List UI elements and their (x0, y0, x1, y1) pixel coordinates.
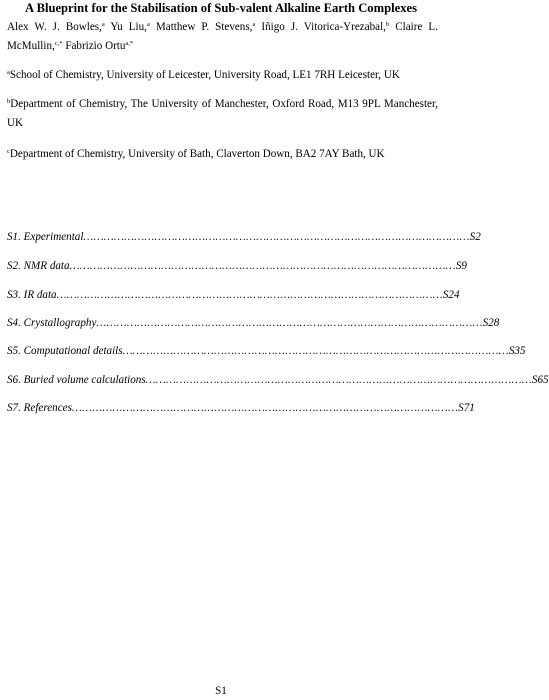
paper-title: A Blueprint for the Stabilisation of Sub-valent Alkaline Earth Complexes (25, 1, 417, 15)
author: Yu Liu, (110, 21, 147, 33)
toc-leader: …………………………………………………………………………………………………… (56, 289, 443, 301)
toc-leader: …………………………………………………………………………………………………… (145, 374, 532, 386)
affiliation-mark: a (7, 69, 10, 76)
toc-entry-nmr-data[interactable] (7, 259, 467, 273)
author: Iñigo J. Vitorica-Yrezabal, (261, 21, 386, 33)
author: Alex W. J. Bowles, (7, 21, 102, 33)
affiliation-b (7, 95, 438, 133)
toc-leader: …………………………………………………………………………………………………… (69, 260, 456, 272)
toc-leader: …………………………………………………………………………………………………… (122, 345, 509, 357)
toc-page-number: S71 (458, 402, 475, 414)
toc-label: S7. References (7, 402, 72, 414)
author-affiliation-mark: c,* (54, 40, 63, 47)
toc-page-number: S35 (508, 345, 526, 357)
toc-label: S2. NMR data (7, 260, 70, 272)
author-affiliation-mark: b (385, 21, 390, 28)
author: Fabrizio Ortu (65, 40, 126, 52)
affiliation-text: School of Chemistry, University of Leicester, University Road, LE1 7RH Leicester, UK (9, 69, 400, 81)
author: Claire L. McMullin, (7, 21, 438, 52)
affiliation-c (7, 145, 438, 164)
toc-page-number: S24 (442, 289, 460, 301)
toc-entry-computational-details[interactable] (7, 344, 526, 358)
toc-label: S4. Crystallography (7, 317, 97, 329)
author-affiliation-mark: a (252, 21, 256, 28)
toc-page-number: S65 (531, 374, 549, 386)
toc-label: S5. Computational details (7, 345, 123, 357)
author-affiliation-mark: a,* (125, 40, 134, 47)
toc-entry-buried-volume[interactable] (7, 373, 549, 387)
affiliation-text: Department of Chemistry, The University of Manchester, Oxford Road, M13 9PL Manchester, UK (7, 98, 438, 129)
affiliation-mark: c (7, 148, 10, 155)
toc-entry-crystallography[interactable] (7, 316, 500, 330)
toc-label: S1. Experimental (7, 231, 84, 243)
page-number: S1 (215, 685, 227, 697)
toc-leader: …………………………………………………………………………………………………… (96, 317, 483, 329)
toc-label: S6. Buried volume calculations (7, 374, 146, 386)
toc-entry-experimental[interactable] (7, 230, 481, 244)
author: Matthew P. Stevens, (155, 21, 253, 33)
toc-page-number: S9 (455, 260, 467, 272)
affiliation-mark: b (7, 98, 11, 105)
toc-entry-ir-data[interactable] (7, 288, 460, 302)
affiliation-a (7, 66, 438, 85)
author-list (7, 18, 438, 56)
toc-leader: …………………………………………………………………………………………………… (71, 402, 459, 414)
toc-leader: …………………………………………………………………………………………………… (83, 231, 470, 243)
author-affiliation-mark: a (101, 21, 105, 28)
author-affiliation-mark: a (146, 21, 150, 28)
toc-page-number: S28 (482, 317, 500, 329)
toc-entry-references[interactable] (7, 401, 475, 415)
toc-label: S3. IR data (7, 289, 57, 301)
affiliation-text: Department of Chemistry, University of Bath, Claverton Down, BA2 7AY Bath, UK (9, 148, 385, 160)
toc-page-number: S2 (469, 231, 481, 243)
